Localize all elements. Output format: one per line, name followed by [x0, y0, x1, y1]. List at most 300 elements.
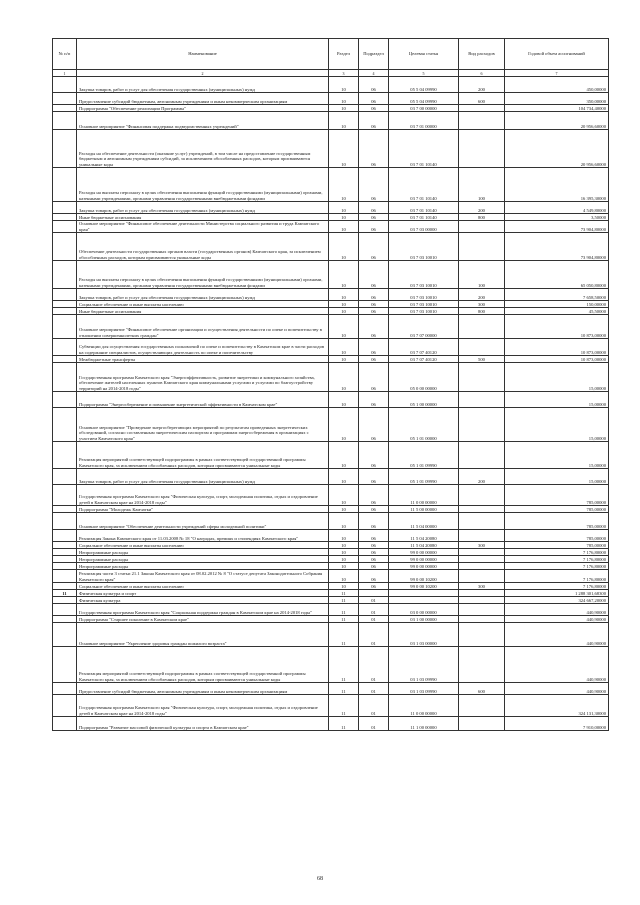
cell-sum: 785,00000	[505, 542, 609, 549]
cell-name: Реализация мероприятий соответствующей подпрограммы в рамках соответствующей государственной программы Камчатского края, за исключением обособленных расходов, которым присваиваются уникальные коды	[77, 647, 329, 683]
cell-num	[53, 469, 77, 485]
cell-podrazdel: 06	[359, 542, 389, 549]
cell-name: Социальное обеспечение и иные выплаты населению	[77, 583, 329, 590]
cell-podrazdel: 06	[359, 556, 389, 563]
cell-vr: 200	[459, 469, 505, 485]
table-row	[53, 77, 609, 93]
cell-sum: 785,00000	[505, 485, 609, 506]
cell-name: Государственная программа Камчатского края "Социальная поддержка граждан в Камчатском крае на 2014-2018 годы"	[77, 604, 329, 616]
cell-sum: 350,00000	[505, 93, 609, 105]
table-row	[53, 583, 609, 590]
cell-num	[53, 616, 77, 623]
cell-csr: 03 7 07 40120	[389, 339, 459, 356]
cell-num	[53, 513, 77, 530]
cell-num	[53, 202, 77, 214]
cell-num	[53, 261, 77, 289]
cell-razdel: 10	[329, 77, 359, 93]
cell-sum: 7 176,80000	[505, 549, 609, 556]
cell-podrazdel: 06	[359, 233, 389, 261]
cell-razdel: 10	[329, 308, 359, 315]
cell-num	[53, 356, 77, 363]
table-row	[53, 339, 609, 356]
cell-num	[53, 695, 77, 717]
cell-podrazdel: 06	[359, 339, 389, 356]
cell-sum: 104 734,40000	[505, 105, 609, 112]
cell-podrazdel: 01	[359, 717, 389, 731]
header-razdel: Раздел	[329, 39, 359, 70]
cell-sum: 15,00000	[505, 392, 609, 408]
cell-csr: 03 7 03 10010	[389, 289, 459, 301]
cell-name: Расходы на обеспечение деятельности (оказание услуг) учреждений, в том числе на предоставление государственным бюджетным и автономным учреждениям субсидий, за исключением обособленных расходов, которым присваиваются уникальные коды	[77, 130, 329, 168]
col-index: 7	[505, 70, 609, 77]
cell-razdel: 10	[329, 202, 359, 214]
cell-vr	[459, 513, 505, 530]
cell-razdel: 10	[329, 506, 359, 513]
column-index-row	[53, 70, 609, 77]
table-row	[53, 530, 609, 542]
cell-csr: 99 0 00 00000	[389, 549, 459, 556]
table-row	[53, 363, 609, 392]
table-row	[53, 549, 609, 556]
table-row	[53, 513, 609, 530]
table-row	[53, 597, 609, 604]
cell-csr: 11 5 00 00000	[389, 506, 459, 513]
cell-vr	[459, 339, 505, 356]
budget-page	[52, 38, 608, 731]
cell-podrazdel: 06	[359, 513, 389, 530]
table-row	[53, 590, 609, 597]
cell-num	[53, 408, 77, 442]
cell-num	[53, 112, 77, 130]
cell-num	[53, 289, 77, 301]
cell-name: Реализация части 3 статьи 21.1 Закона Камчатского края от 08.02.2012 № 8 "О статусе депутата Законодательного Собрания Камчатского края"	[77, 570, 329, 583]
cell-vr	[459, 130, 505, 168]
cell-sum: 440,90000	[505, 616, 609, 623]
cell-csr	[389, 597, 459, 604]
cell-sum: 7 176,80000	[505, 556, 609, 563]
table-row	[53, 202, 609, 214]
cell-sum: 45,50000	[505, 308, 609, 315]
table-row	[53, 261, 609, 289]
cell-podrazdel: 06	[359, 549, 389, 556]
cell-podrazdel: 06	[359, 168, 389, 202]
table-row	[53, 308, 609, 315]
cell-podrazdel: 01	[359, 623, 389, 647]
cell-razdel: 10	[329, 583, 359, 590]
cell-vr	[459, 717, 505, 731]
cell-razdel: 11	[329, 647, 359, 683]
cell-razdel: 10	[329, 485, 359, 506]
table-row	[53, 556, 609, 563]
cell-csr: 03 7 07 00000	[389, 315, 459, 339]
cell-name: Субвенции для осуществления государственных полномочий по опеке и попечительству в Камчатском крае в части расходов на содержание специалистов, осуществляющих деятельность по опеке и попечительству	[77, 339, 329, 356]
cell-name: Основное мероприятие "Финансовая поддержка подведомственных учреждений"	[77, 112, 329, 130]
cell-sum: 440,90000	[505, 604, 609, 616]
cell-csr: 03 1 03 00000	[389, 623, 459, 647]
cell-num	[53, 105, 77, 112]
cell-csr: 03 7 01 10140	[389, 130, 459, 168]
cell-razdel: 10	[329, 542, 359, 549]
table-body	[53, 77, 609, 731]
cell-num: 11	[53, 590, 77, 597]
cell-num	[53, 130, 77, 168]
cell-csr: 99 0 00 00000	[389, 563, 459, 570]
col-index: 2	[77, 70, 329, 77]
cell-name: Физическая культура и спорт	[77, 590, 329, 597]
cell-sum: 7 176,80000	[505, 563, 609, 570]
cell-num	[53, 214, 77, 221]
cell-podrazdel: 06	[359, 130, 389, 168]
cell-csr: 05 1 00 00000	[389, 392, 459, 408]
cell-razdel: 10	[329, 261, 359, 289]
cell-name: Закупка товаров, работ и услуг для обеспечения государственных (муниципальных) нужд	[77, 469, 329, 485]
cell-csr: 03 7 01 10140	[389, 168, 459, 202]
cell-vr	[459, 363, 505, 392]
cell-vr	[459, 233, 505, 261]
cell-name: Непрограммные расходы	[77, 563, 329, 570]
cell-csr: 05 5 04 09990	[389, 93, 459, 105]
cell-sum: 440,90000	[505, 623, 609, 647]
cell-razdel: 10	[329, 301, 359, 308]
cell-sum: 15,00000	[505, 442, 609, 469]
cell-name: Подпрограмма "Старшее поколение в Камчатском крае"	[77, 616, 329, 623]
cell-podrazdel: 06	[359, 570, 389, 583]
cell-num	[53, 308, 77, 315]
table-row	[53, 506, 609, 513]
cell-csr: 11 5 04 20080	[389, 542, 459, 549]
col-index: 3	[329, 70, 359, 77]
cell-csr: 03 7 07 40120	[389, 356, 459, 363]
cell-name: Подпрограмма "Энергосбережение и повышение энергетической эффективности в Камчатском крае"	[77, 392, 329, 408]
cell-razdel: 10	[329, 93, 359, 105]
cell-sum: 10 873,00000	[505, 356, 609, 363]
cell-podrazdel: 06	[359, 289, 389, 301]
table-row	[53, 130, 609, 168]
cell-sum: 150,00000	[505, 301, 609, 308]
cell-csr: 05 5 04 09990	[389, 77, 459, 93]
cell-vr	[459, 597, 505, 604]
cell-csr: 05 0 00 00000	[389, 363, 459, 392]
cell-name: Непрограммные расходы	[77, 556, 329, 563]
cell-razdel: 10	[329, 130, 359, 168]
header-name: Наименование	[77, 39, 329, 70]
cell-podrazdel: 06	[359, 315, 389, 339]
cell-podrazdel: 06	[359, 363, 389, 392]
cell-podrazdel: 06	[359, 530, 389, 542]
cell-razdel: 11	[329, 683, 359, 695]
cell-num	[53, 485, 77, 506]
table-row	[53, 301, 609, 308]
cell-sum: 4 549,80000	[505, 202, 609, 214]
cell-sum: 450,00000	[505, 77, 609, 93]
cell-vr: 200	[459, 289, 505, 301]
cell-num	[53, 339, 77, 356]
cell-csr: 03 1 03 09990	[389, 683, 459, 695]
header-csr: Целевая статья	[389, 39, 459, 70]
cell-razdel: 10	[329, 105, 359, 112]
cell-name: Государственная программа Камчатского края "Физическая культура, спорт, молодежная политика, отдых и оздоровление детей в Камчатском крае на 2014-2018 годы"	[77, 695, 329, 717]
header-vr: Вид расходов	[459, 39, 505, 70]
table-row	[53, 616, 609, 623]
cell-razdel: 10	[329, 442, 359, 469]
table-row	[53, 695, 609, 717]
cell-razdel: 10	[329, 168, 359, 202]
cell-razdel: 11	[329, 597, 359, 604]
cell-sum: 3,50000	[505, 214, 609, 221]
cell-csr: 03 7 03 00000	[389, 221, 459, 233]
cell-vr	[459, 506, 505, 513]
cell-num	[53, 549, 77, 556]
table-row	[53, 647, 609, 683]
cell-num	[53, 683, 77, 695]
cell-csr: 03 7 03 10010	[389, 308, 459, 315]
cell-name: Основное мероприятие "Финансовое обеспечение деятельности Министерства социального развития и труда Камчатского края"	[77, 221, 329, 233]
cell-num	[53, 93, 77, 105]
table-row	[53, 315, 609, 339]
cell-csr: 11 5 04 00000	[389, 513, 459, 530]
table-row	[53, 168, 609, 202]
cell-sum: 7 910,00000	[505, 717, 609, 731]
cell-num	[53, 542, 77, 549]
cell-name: Подпрограмма "Молодежь Камчатки"	[77, 506, 329, 513]
cell-razdel: 10	[329, 408, 359, 442]
cell-name: Предоставление субсидий бюджетным, автономным учреждениям и иным некоммерческим организациям	[77, 683, 329, 695]
cell-sum: 440,90000	[505, 647, 609, 683]
cell-podrazdel: 06	[359, 202, 389, 214]
cell-name: Подпрограмма "Развитие массовой физической культуры и спорта в Камчатском крае"	[77, 717, 329, 731]
cell-podrazdel: 01	[359, 683, 389, 695]
cell-sum: 7 658,50000	[505, 289, 609, 301]
cell-vr	[459, 112, 505, 130]
table-row	[53, 221, 609, 233]
cell-num	[53, 363, 77, 392]
cell-num	[53, 597, 77, 604]
cell-name: Реализация Закона Камчатского края от 11.03.2008 № 18 "О наградах, премиях и стипендиях Камчатского края"	[77, 530, 329, 542]
cell-vr: 800	[459, 308, 505, 315]
cell-podrazdel: 01	[359, 647, 389, 683]
cell-csr: 03 1 00 00000	[389, 616, 459, 623]
cell-podrazdel: 01	[359, 695, 389, 717]
cell-csr: 99 0 00 10200	[389, 570, 459, 583]
cell-vr	[459, 442, 505, 469]
cell-num	[53, 563, 77, 570]
cell-sum: 324 131,30000	[505, 695, 609, 717]
cell-sum: 15,00000	[505, 408, 609, 442]
cell-sum: 785,00000	[505, 506, 609, 513]
cell-vr	[459, 556, 505, 563]
cell-name: Основное мероприятие "Проведение энергосберегающих мероприятий по результатам проведенных энергетических обследований, согласно составленным энергетическим паспортам и программам энергосбережения в организациях с участием Камчатского края"	[77, 408, 329, 442]
cell-num	[53, 623, 77, 647]
cell-csr: 11 5 04 20080	[389, 530, 459, 542]
table-row	[53, 289, 609, 301]
cell-vr	[459, 549, 505, 556]
cell-sum: 1 288 301,68300	[505, 590, 609, 597]
cell-num	[53, 221, 77, 233]
cell-num	[53, 392, 77, 408]
table-row	[53, 717, 609, 731]
table-row	[53, 683, 609, 695]
table-row	[53, 485, 609, 506]
cell-vr	[459, 604, 505, 616]
header-num: № п/п	[53, 39, 77, 70]
cell-razdel: 10	[329, 233, 359, 261]
cell-csr: 05 1 01 09990	[389, 442, 459, 469]
cell-num	[53, 442, 77, 469]
cell-name: Физическая культура	[77, 597, 329, 604]
cell-vr: 200	[459, 202, 505, 214]
cell-num	[53, 301, 77, 308]
cell-razdel: 10	[329, 112, 359, 130]
table-row	[53, 542, 609, 549]
cell-vr: 500	[459, 356, 505, 363]
cell-name: Основное мероприятие "Финансовое обеспечение организации и осуществления деятельности по опеке и попечительству в отношении совершеннолетних граждан"	[77, 315, 329, 339]
cell-csr: 11 1 00 00000	[389, 717, 459, 731]
table-row	[53, 604, 609, 616]
cell-name: Основное мероприятие "Обеспечение деятельности учреждений сферы молодежной политики"	[77, 513, 329, 530]
cell-razdel: 11	[329, 616, 359, 623]
cell-sum: 10 873,00000	[505, 315, 609, 339]
cell-vr: 100	[459, 168, 505, 202]
cell-sum: 65 050,80000	[505, 261, 609, 289]
cell-podrazdel: 06	[359, 214, 389, 221]
cell-sum: 785,00000	[505, 513, 609, 530]
cell-num	[53, 506, 77, 513]
cell-vr: 300	[459, 301, 505, 308]
cell-razdel: 10	[329, 570, 359, 583]
cell-sum: 16 395,30000	[505, 168, 609, 202]
budget-table	[52, 38, 609, 731]
cell-razdel: 11	[329, 623, 359, 647]
cell-vr	[459, 485, 505, 506]
table-row	[53, 570, 609, 583]
cell-podrazdel: 06	[359, 356, 389, 363]
cell-num	[53, 647, 77, 683]
cell-podrazdel: 01	[359, 597, 389, 604]
cell-num	[53, 530, 77, 542]
cell-podrazdel: 06	[359, 308, 389, 315]
cell-razdel: 10	[329, 289, 359, 301]
cell-csr: 11 0 00 00000	[389, 485, 459, 506]
cell-sum: 15,00000	[505, 469, 609, 485]
cell-num	[53, 604, 77, 616]
cell-vr: 300	[459, 542, 505, 549]
cell-csr: 11 0 00 00000	[389, 695, 459, 717]
cell-csr: 05 1 01 00000	[389, 408, 459, 442]
cell-vr	[459, 315, 505, 339]
cell-vr	[459, 623, 505, 647]
cell-name: Иные бюджетные ассигнования	[77, 308, 329, 315]
cell-razdel: 11	[329, 604, 359, 616]
cell-name: Реализация мероприятий соответствующей подпрограммы в рамках соответствующей государственной программы Камчатского края, за исключением обособленных расходов, которым присваиваются уникальные коды	[77, 442, 329, 469]
cell-name: Иные бюджетные ассигнования	[77, 214, 329, 221]
cell-podrazdel: 06	[359, 105, 389, 112]
cell-name: Закупка товаров, работ и услуг для обеспечения государственных (муниципальных) нужд	[77, 77, 329, 93]
cell-num	[53, 168, 77, 202]
col-index: 4	[359, 70, 389, 77]
cell-razdel: 10	[329, 556, 359, 563]
cell-razdel: 11	[329, 695, 359, 717]
cell-num	[53, 570, 77, 583]
cell-name: Государственная программа Камчатского края "Энергоэффективность, развитие энергетики и коммунального хозяйства, обеспечение жителей населенных пунктов Камчатского края коммунальными услугами и услугами по благоустройству территорий на 2014-2018 годы"	[77, 363, 329, 392]
cell-podrazdel: 06	[359, 112, 389, 130]
cell-podrazdel: 06	[359, 301, 389, 308]
cell-vr	[459, 221, 505, 233]
cell-razdel: 10	[329, 315, 359, 339]
cell-podrazdel: 06	[359, 77, 389, 93]
cell-podrazdel: 06	[359, 392, 389, 408]
cell-sum: 73 904,80000	[505, 221, 609, 233]
cell-num	[53, 77, 77, 93]
cell-podrazdel: 06	[359, 442, 389, 469]
cell-csr: 03 7 03 10010	[389, 233, 459, 261]
cell-vr	[459, 105, 505, 112]
cell-name: Расходы на выплаты персоналу в целях обеспечения выполнения функций государственными (муниципальными) органами, казенными учреждениями, органами управления государственными внебюджетными фондами	[77, 168, 329, 202]
cell-vr: 300	[459, 583, 505, 590]
cell-sum: 324 667,20000	[505, 597, 609, 604]
cell-num	[53, 717, 77, 731]
cell-vr: 100	[459, 261, 505, 289]
table-row	[53, 442, 609, 469]
cell-razdel: 10	[329, 214, 359, 221]
cell-podrazdel: 06	[359, 408, 389, 442]
cell-razdel: 10	[329, 469, 359, 485]
col-index: 6	[459, 70, 505, 77]
cell-csr: 05 1 01 09990	[389, 469, 459, 485]
cell-name: Расходы на выплаты персоналу в целях обеспечения выполнения функций государственными (муниципальными) органами, казенными учреждениями, органами управления государственными внебюджетными фондами	[77, 261, 329, 289]
cell-sum: 7 176,80000	[505, 570, 609, 583]
cell-name: Социальное обеспечение и иные выплаты населению	[77, 301, 329, 308]
cell-razdel: 10	[329, 549, 359, 556]
table-row	[53, 392, 609, 408]
cell-sum: 785,00000	[505, 530, 609, 542]
cell-num	[53, 583, 77, 590]
cell-name: Предоставление субсидий бюджетным, автономным учреждениям и иным некоммерческим организациям	[77, 93, 329, 105]
cell-podrazdel: 06	[359, 93, 389, 105]
cell-podrazdel: 06	[359, 469, 389, 485]
cell-num	[53, 233, 77, 261]
cell-razdel: 10	[329, 221, 359, 233]
table-row	[53, 105, 609, 112]
cell-name: Основное мероприятие "Укрепление здоровья граждан пожилого возраста"	[77, 623, 329, 647]
cell-razdel: 10	[329, 530, 359, 542]
cell-csr: 99 0 00 00000	[389, 556, 459, 563]
cell-razdel: 10	[329, 339, 359, 356]
cell-name: Закупка товаров, работ и услуг для обеспечения государственных (муниципальных) нужд	[77, 202, 329, 214]
cell-podrazdel: 01	[359, 604, 389, 616]
cell-csr: 03 7 03 10010	[389, 261, 459, 289]
table-row	[53, 112, 609, 130]
table-row	[53, 93, 609, 105]
cell-podrazdel: 06	[359, 485, 389, 506]
cell-podrazdel: 06	[359, 583, 389, 590]
cell-num	[53, 315, 77, 339]
cell-podrazdel: 06	[359, 506, 389, 513]
cell-sum: 440,90000	[505, 683, 609, 695]
cell-podrazdel: 01	[359, 616, 389, 623]
cell-sum: 15,00000	[505, 363, 609, 392]
cell-razdel: 10	[329, 392, 359, 408]
cell-razdel: 11	[329, 590, 359, 597]
cell-sum: 10 873,00000	[505, 339, 609, 356]
cell-vr: 600	[459, 683, 505, 695]
cell-razdel: 10	[329, 356, 359, 363]
cell-vr: 600	[459, 93, 505, 105]
cell-sum: 7 176,80000	[505, 583, 609, 590]
cell-sum: 73 904,80000	[505, 233, 609, 261]
cell-vr: 800	[459, 214, 505, 221]
cell-sum: 20 956,60000	[505, 112, 609, 130]
col-index: 5	[389, 70, 459, 77]
